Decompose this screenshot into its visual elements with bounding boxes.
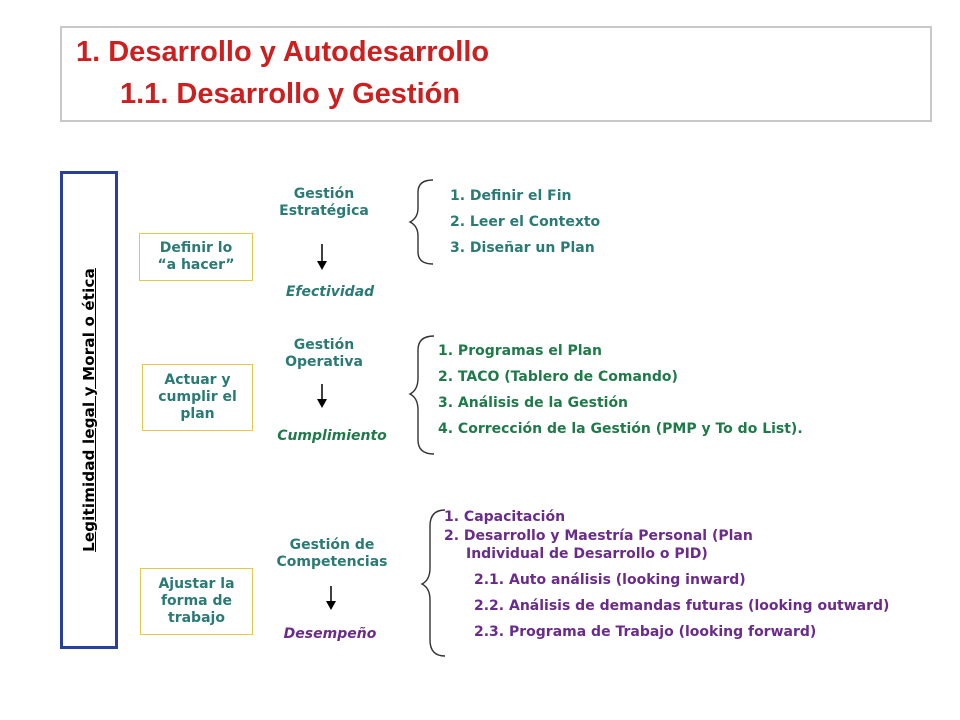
- resultado-cumplimiento: Cumplimiento: [277, 428, 387, 444]
- list-item: 1. Definir el Fin: [450, 188, 572, 204]
- box-actuar-line1: Actuar y: [164, 372, 231, 388]
- list-item: 2. Leer el Contexto: [450, 214, 601, 230]
- gestion-estrategica-line2: Estratégica: [279, 203, 369, 219]
- box-actuar-line3: plan: [180, 406, 215, 422]
- arrow-down-icon: [326, 586, 336, 610]
- list-item: 2. Desarrollo y Maestría Personal (Plan: [444, 528, 753, 544]
- gestion-operativa-line1: Gestión: [293, 337, 355, 353]
- list-item: 1. Programas el Plan: [438, 343, 602, 359]
- gestion-operativa-line2: Operativa: [285, 354, 363, 370]
- arrow-down-icon: [317, 384, 327, 408]
- legitimacy-label: Legitimidad legal y Moral o ética: [80, 268, 98, 552]
- list-item: 4. Corrección de la Gestión (PMP y To do List).: [438, 421, 803, 437]
- title-sub: 1.1. Desarrollo y Gestión: [120, 78, 461, 110]
- box-ajustar-line1: Ajustar la: [158, 576, 235, 592]
- arrow-down-icon: [317, 244, 327, 270]
- resultado-efectividad: Efectividad: [285, 284, 375, 300]
- list-item: 2. TACO (Tablero de Comando): [438, 369, 678, 385]
- brace-icon: [410, 180, 433, 264]
- brace-icon: [422, 510, 445, 656]
- box-definir-line1: Definir lo: [159, 240, 233, 256]
- box-definir-line2: “a hacer”: [157, 257, 235, 273]
- gestion-estrategica-line1: Gestión: [293, 186, 355, 202]
- resultado-desempeno: Desempeño: [283, 626, 377, 642]
- list-item: 2.3. Programa de Trabajo (looking forward): [474, 624, 817, 640]
- list-item: Individual de Desarrollo o PID): [466, 546, 708, 562]
- gestion-competencias-line2: Competencias: [276, 554, 388, 570]
- title-main: 1. Desarrollo y Autodesarrollo: [76, 36, 490, 68]
- box-actuar-line2: cumplir el: [158, 389, 237, 405]
- list-item: 3. Diseñar un Plan: [450, 240, 595, 256]
- list-item: 2.2. Análisis de demandas futuras (looking outward): [474, 598, 890, 614]
- list-item: 2.1. Auto análisis (looking inward): [474, 572, 746, 588]
- box-ajustar-line3: trabajo: [168, 610, 225, 626]
- list-item: 3. Análisis de la Gestión: [438, 395, 629, 411]
- brace-icon: [410, 336, 434, 454]
- list-item: 1. Capacitación: [444, 509, 566, 525]
- gestion-competencias-line1: Gestión de: [289, 537, 375, 553]
- box-ajustar-line2: forma de: [160, 593, 233, 609]
